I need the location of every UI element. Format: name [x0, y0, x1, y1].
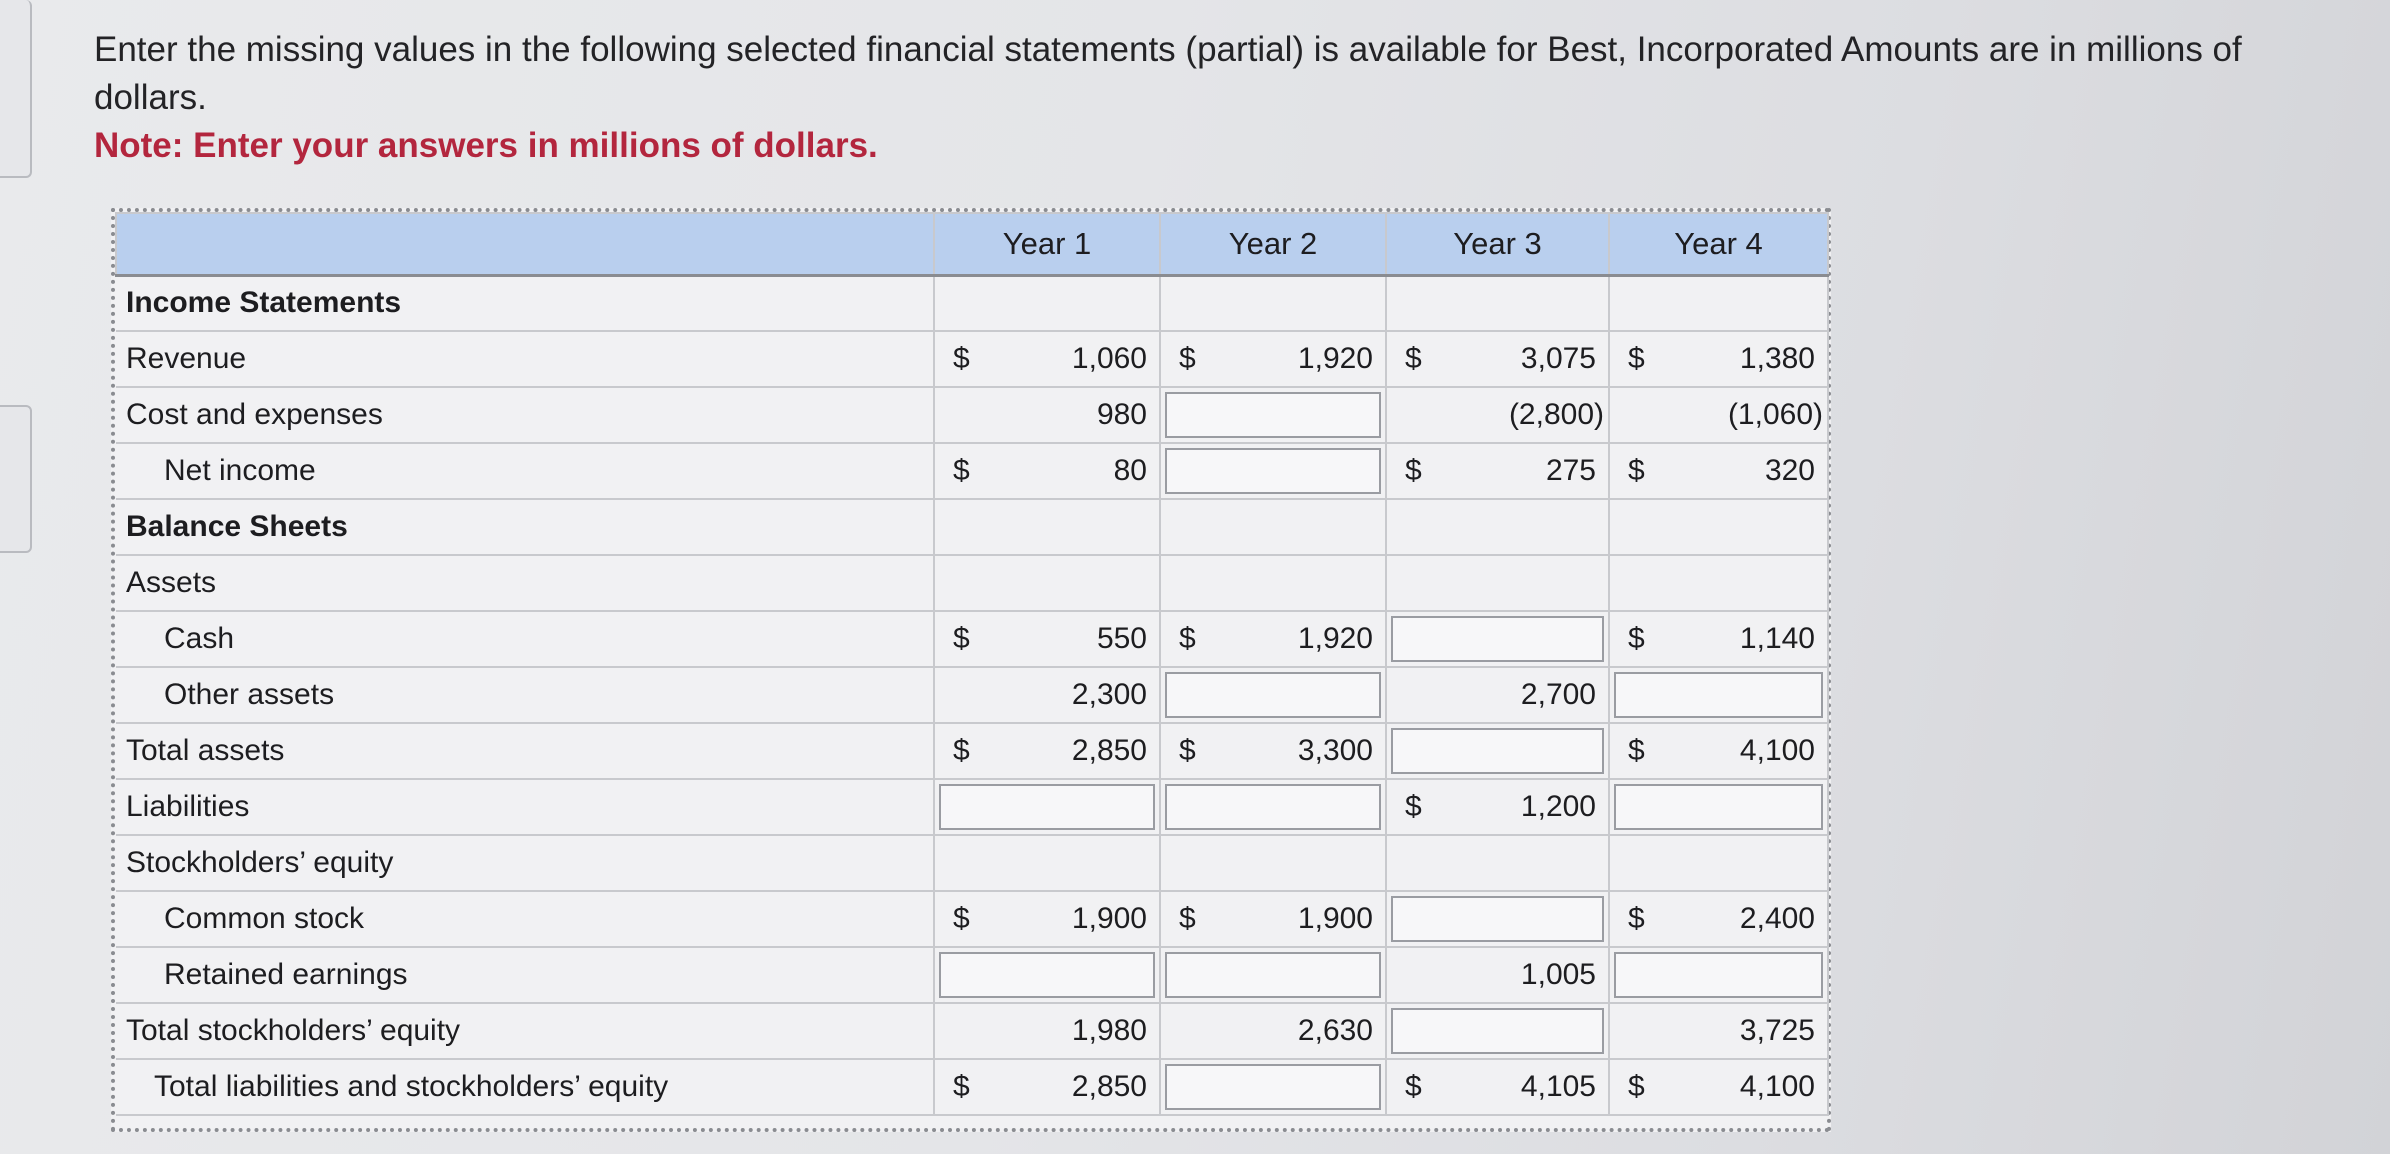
header-blank	[116, 213, 934, 275]
table-row	[116, 331, 1828, 387]
net-income-y2-cell	[1160, 443, 1386, 499]
table-row	[116, 891, 1828, 947]
retained-earnings-y4-input[interactable]	[1614, 952, 1823, 998]
section-balance-sheets: Balance Sheets	[116, 499, 934, 555]
table-row	[116, 499, 1828, 555]
total-se-y2: 2,630	[1160, 1003, 1386, 1059]
cash-y1: $ 550	[934, 611, 1160, 667]
total-assets-y3-cell	[1386, 723, 1609, 779]
liabilities-y4-cell	[1609, 779, 1828, 835]
cost-expenses-y4: (1,060)	[1609, 387, 1828, 443]
table-row	[116, 1003, 1828, 1059]
common-stock-y4: $ 2,400	[1609, 891, 1828, 947]
revenue-y3: $ 3,075	[1386, 331, 1609, 387]
total-se-y4: 3,725	[1609, 1003, 1828, 1059]
total-le-y2-input[interactable]	[1165, 1064, 1381, 1110]
table-row	[116, 1059, 1828, 1115]
other-assets-y3: 2,700	[1386, 667, 1609, 723]
table-row	[116, 555, 1828, 611]
table-row	[116, 723, 1828, 779]
other-assets-y2-cell	[1160, 667, 1386, 723]
retained-earnings-y4-cell	[1609, 947, 1828, 1003]
cost-expenses-y2-cell	[1160, 387, 1386, 443]
liabilities-y4-input[interactable]	[1614, 784, 1823, 830]
liabilities-y2-cell	[1160, 779, 1386, 835]
header-row	[116, 213, 1828, 275]
liabilities-y1-input[interactable]	[939, 784, 1155, 830]
other-assets-y4-cell	[1609, 667, 1828, 723]
header-year-1: Year 1	[934, 213, 1160, 275]
retained-earnings-y2-cell	[1160, 947, 1386, 1003]
row-label-stockholders-equity: Stockholders’ equity	[116, 835, 934, 891]
cash-y2: $ 1,920	[1160, 611, 1386, 667]
total-assets-y3-input[interactable]	[1391, 728, 1604, 774]
cash-y3-input[interactable]	[1391, 616, 1604, 662]
table-row	[116, 835, 1828, 891]
header-year-3: Year 3	[1386, 213, 1609, 275]
cost-expenses-y2-input[interactable]	[1165, 392, 1381, 438]
row-label-net-income: Net income	[116, 443, 934, 499]
cash-y3-cell	[1386, 611, 1609, 667]
net-income-y2-input[interactable]	[1165, 448, 1381, 494]
header-year-4: Year 4	[1609, 213, 1828, 275]
net-income-y3: $ 275	[1386, 443, 1609, 499]
common-stock-y3-cell	[1386, 891, 1609, 947]
table-row	[116, 275, 1828, 331]
cash-y4: $ 1,140	[1609, 611, 1828, 667]
header-year-2: Year 2	[1160, 213, 1386, 275]
liabilities-y2-input[interactable]	[1165, 784, 1381, 830]
liabilities-y1-cell	[934, 779, 1160, 835]
row-label-assets: Assets	[116, 555, 934, 611]
row-label-cost-expenses: Cost and expenses	[116, 387, 934, 443]
total-le-y1: $ 2,850	[934, 1059, 1160, 1115]
table-row	[116, 947, 1828, 1003]
retained-earnings-y1-input[interactable]	[939, 952, 1155, 998]
table-row	[116, 611, 1828, 667]
row-label-liabilities: Liabilities	[116, 779, 934, 835]
row-label-other-assets: Other assets	[116, 667, 934, 723]
revenue-y4: $ 1,380	[1609, 331, 1828, 387]
total-se-y1: 1,980	[934, 1003, 1160, 1059]
row-label-total-stockholders-equity: Total stockholders’ equity	[116, 1003, 934, 1059]
question-note: Note: Enter your answers in millions of dollars.	[94, 126, 878, 165]
common-stock-y1: $ 1,900	[934, 891, 1160, 947]
total-assets-y2: $ 3,300	[1160, 723, 1386, 779]
row-label-cash: Cash	[116, 611, 934, 667]
question-instruction: Enter the missing values in the following selected financial statements (partial) is available for Best, Incorporated Amounts are in millions of dollars.	[94, 30, 2242, 117]
row-label-revenue: Revenue	[116, 331, 934, 387]
question-text	[94, 26, 2354, 170]
retained-earnings-y1-cell	[934, 947, 1160, 1003]
liabilities-y3: $ 1,200	[1386, 779, 1609, 835]
side-panel-fragment	[0, 405, 32, 553]
row-label-total-liabilities-equity: Total liabilities and stockholders’ equity	[116, 1059, 934, 1115]
common-stock-y3-input[interactable]	[1391, 896, 1604, 942]
section-income-statements: Income Statements	[116, 275, 934, 331]
cost-expenses-y1: 980	[934, 387, 1160, 443]
financial-table	[115, 212, 1829, 1116]
net-income-y4: $ 320	[1609, 443, 1828, 499]
revenue-y2: $ 1,920	[1160, 331, 1386, 387]
row-label-retained-earnings: Retained earnings	[116, 947, 934, 1003]
table-row	[116, 779, 1828, 835]
table-row	[116, 667, 1828, 723]
net-income-y1: $ 80	[934, 443, 1160, 499]
other-assets-y4-input[interactable]	[1614, 672, 1823, 718]
other-assets-y2-input[interactable]	[1165, 672, 1381, 718]
other-assets-y1: 2,300	[934, 667, 1160, 723]
cost-expenses-y3: (2,800)	[1386, 387, 1609, 443]
retained-earnings-y3: 1,005	[1386, 947, 1609, 1003]
row-label-common-stock: Common stock	[116, 891, 934, 947]
total-le-y3: $ 4,105	[1386, 1059, 1609, 1115]
total-se-y3-cell	[1386, 1003, 1609, 1059]
financial-statements-worksheet	[111, 208, 1831, 1132]
total-assets-y4: $ 4,100	[1609, 723, 1828, 779]
total-se-y3-input[interactable]	[1391, 1008, 1604, 1054]
row-label-total-assets: Total assets	[116, 723, 934, 779]
table-row	[116, 387, 1828, 443]
common-stock-y2: $ 1,900	[1160, 891, 1386, 947]
side-panel-fragment	[0, 0, 32, 178]
retained-earnings-y2-input[interactable]	[1165, 952, 1381, 998]
total-le-y4: $ 4,100	[1609, 1059, 1828, 1115]
total-le-y2-cell	[1160, 1059, 1386, 1115]
total-assets-y1: $ 2,850	[934, 723, 1160, 779]
table-row	[116, 443, 1828, 499]
revenue-y1: $ 1,060	[934, 331, 1160, 387]
